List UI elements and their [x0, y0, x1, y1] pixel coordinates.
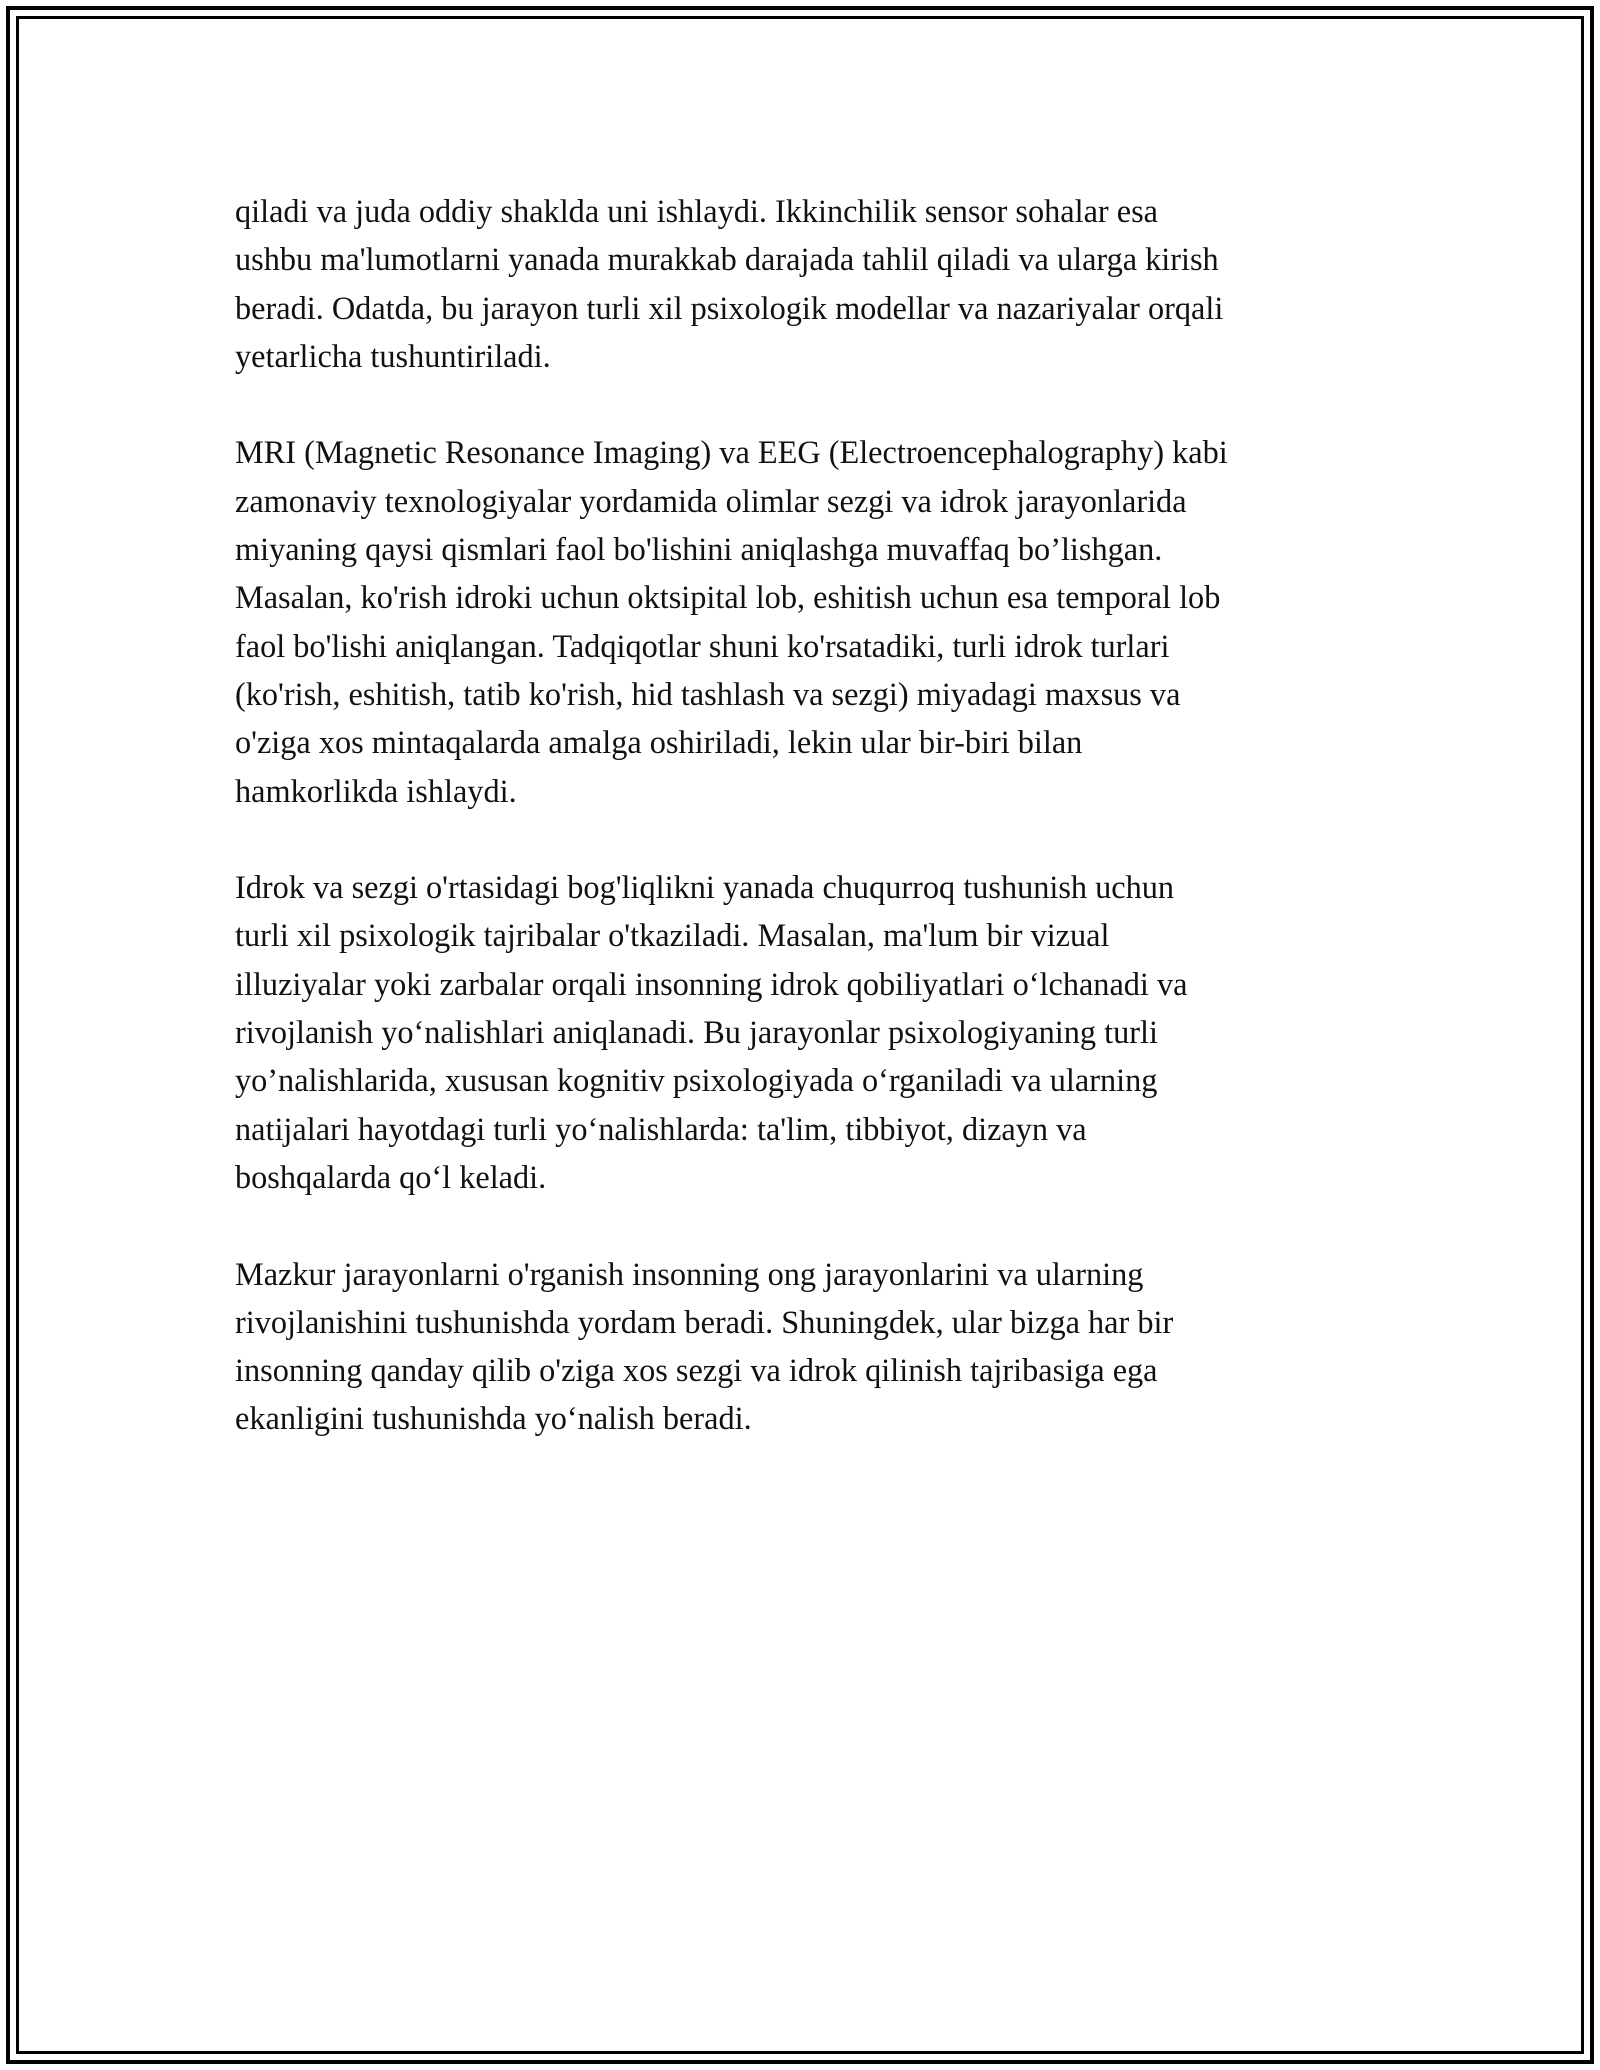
- text-line: qiladi va juda oddiy shaklda uni ishlaydi. Ikkinchilik sensor sohalar esa: [235, 193, 1158, 229]
- paragraph: [235, 428, 1395, 814]
- text-line: Masalan, ko'rish idroki uchun oktsipital lob, eshitish uchun esa temporal lob: [235, 579, 1221, 616]
- text-line: ekanligini tushunishda yoʻnalish beradi.: [235, 1400, 752, 1437]
- text-line: Idrok va sezgi o'rtasidagi bog'liqlikni yanada chuqurroq tushunish uchun: [235, 869, 1175, 906]
- text-line: faol bo'lishi aniqlangan. Tadqiqotlar shuni ko'rsatadiki, turli idrok turlari: [235, 627, 1170, 664]
- text-line: miyaning qaysi qismlari faol bo'lishini aniqlashga muvaffaq bo’lishgan.: [235, 531, 1163, 568]
- paragraph: [235, 187, 1395, 380]
- text-line: turli xil psixologik tajribalar o'tkaziladi. Masalan, ma'lum bir vizual: [235, 917, 1110, 954]
- text-line: Mazkur jarayonlarni o'rganish insonning ong jarayonlarini va ularning: [235, 1255, 1144, 1292]
- paragraph: [235, 1250, 1395, 1443]
- text-line: illuziyalar yoki zarbalar orqali insonning idrok qobiliyatlari oʻlchanadi va: [235, 965, 1188, 1002]
- text-line: beradi. Odatda, bu jarayon turli xil psixologik modellar va nazariyalar orqali: [235, 289, 1224, 326]
- text-line: MRI (Magnetic Resonance Imaging) va EEG (Electroencephalography) kabi: [235, 434, 1228, 471]
- text-line: hamkorlikda ishlaydi.: [235, 772, 517, 809]
- text-line: yo’nalishlarida, xususan kognitiv psixologiyada oʻrganiladi va ularning: [235, 1062, 1158, 1099]
- text-line: natijalari hayotdagi turli yoʻnalishlarda: ta'lim, tibbiyot, dizayn va: [235, 1110, 1087, 1147]
- text-line: yetarlicha tushuntiriladi.: [235, 337, 551, 374]
- text-line: o'ziga xos mintaqalarda amalga oshiriladi, lekin ular bir-biri bilan: [235, 724, 1083, 761]
- document-body: [235, 187, 1395, 1443]
- text-line: (ko'rish, eshitish, tatib ko'rish, hid tashlash va sezgi) miyadagi maxsus va: [235, 675, 1181, 712]
- text-line: zamonaviy texnologiyalar yordamida olimlar sezgi va idrok jarayonlarida: [235, 482, 1187, 519]
- text-line: boshqalarda qoʻl keladi.: [235, 1158, 547, 1195]
- text-line: rivojlanishini tushunishda yordam beradi. Shuningdek, ular bizga har bir: [235, 1303, 1174, 1340]
- text-line: rivojlanish yoʻnalishlari aniqlanadi. Bu jarayonlar psixologiyaning turli: [235, 1014, 1158, 1051]
- paragraph: [235, 863, 1395, 1201]
- text-line: ushbu ma'lumotlarni yanada murakkab darajada tahlil qiladi va ularga kirish: [235, 241, 1219, 278]
- text-line: insonning qanday qilib o'ziga xos sezgi va idrok qilinish tajribasiga ega: [235, 1352, 1158, 1389]
